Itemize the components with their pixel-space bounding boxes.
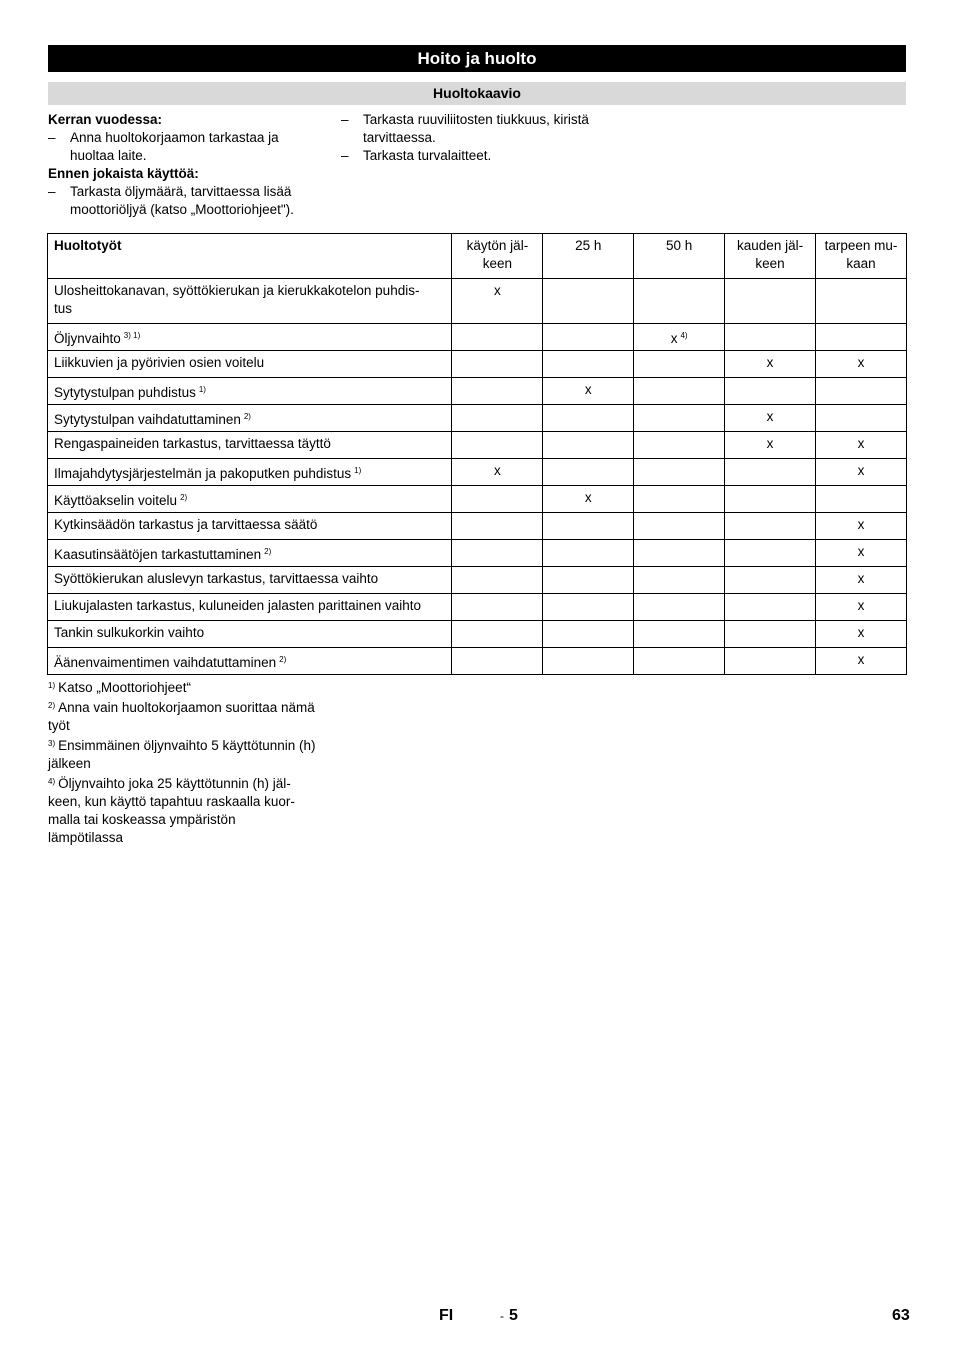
interval-cell (725, 324, 816, 351)
task-text: Liukujalasten tarkastus, kuluneiden jalasten parittainen vaihto (54, 598, 421, 613)
interval-cell (816, 648, 907, 675)
interval-cell (452, 324, 543, 351)
interval-cell (452, 486, 543, 513)
interval-cell (725, 621, 816, 648)
list-item (341, 111, 631, 147)
footnote (48, 677, 318, 697)
table-row (48, 324, 907, 351)
interval-cell (725, 594, 816, 621)
interval-cell (725, 486, 816, 513)
footnote-text: Anna vain huoltokorjaamon suorittaa nämä työt (48, 700, 315, 733)
task-text: Ulosheittokanavan, syöttökierukan ja kierukkakotelon puhdis- tus (54, 283, 420, 316)
task-cell (48, 351, 452, 378)
interval-cell (634, 279, 725, 324)
task-cell (48, 432, 452, 459)
task-cell (48, 513, 452, 540)
middle-column (341, 111, 631, 165)
interval-cell (816, 567, 907, 594)
footnote-mark: 3) (48, 739, 56, 748)
interval-cell (725, 513, 816, 540)
table-header-row (48, 234, 907, 279)
interval-cell (725, 405, 816, 432)
task-text: Käyttöakselin voitelu (54, 493, 178, 508)
interval-cell (452, 405, 543, 432)
interval-cell (452, 513, 543, 540)
interval-cell (452, 594, 543, 621)
dash-bullet: – (48, 130, 56, 145)
task-cell (48, 405, 452, 432)
task-cell (48, 648, 452, 675)
interval-cell (634, 324, 725, 351)
interval-cell (543, 567, 634, 594)
interval-cell (543, 279, 634, 324)
footnote-mark: 4) (48, 777, 56, 786)
section-heading-yearly: Kerran vuodessa: (48, 112, 163, 127)
table-row (48, 621, 907, 648)
interval-cell (725, 432, 816, 459)
table-row (48, 459, 907, 486)
interval-cell (543, 351, 634, 378)
column-header-interval: 25 h (543, 234, 634, 279)
interval-cell (543, 324, 634, 351)
interval-mark: x (766, 409, 774, 424)
interval-mark: x (584, 382, 592, 397)
task-text: Sytytystulpan puhdistus (54, 385, 196, 400)
table-row (48, 513, 907, 540)
interval-mark: x (857, 598, 865, 613)
dash-bullet: – (341, 148, 349, 163)
footnote-ref: 2) (279, 655, 287, 664)
interval-mark: x (857, 355, 865, 370)
task-text: Öljynvaihto (54, 331, 121, 346)
task-text: Äänenvaimentimen vaihdatuttaminen (54, 655, 277, 670)
table-row (48, 432, 907, 459)
task-text: Tankin sulkukorkin vaihto (54, 625, 205, 640)
interval-cell (634, 405, 725, 432)
column-header-interval: tarpeen mu- kaan (816, 234, 907, 279)
interval-mark: x (857, 571, 865, 586)
interval-cell (816, 405, 907, 432)
footnote-ref: 1) (198, 385, 206, 394)
interval-cell (452, 459, 543, 486)
footer-page-number: 63 (892, 1307, 910, 1324)
interval-cell (725, 459, 816, 486)
interval-mark: x (857, 463, 865, 478)
interval-cell (634, 648, 725, 675)
footnote-text: Öljynvaihto joka 25 käyttötunnin (h) jäl- keen, kun käyttö tapahtuu raskaalla kuor- malla tai koskeassa ympäristön lämpötilassa (48, 776, 295, 845)
section-subtitle: Huoltokaavio (48, 82, 906, 105)
interval-mark: x (584, 490, 592, 505)
footnote-text: Katso „Moottoriohjeet“ (58, 680, 191, 695)
interval-cell (816, 378, 907, 405)
list-item-text: Tarkasta ruuviliitosten tiukkuus, kiristä tarvittaessa. (363, 112, 589, 145)
task-text: Syöttökierukan aluslevyn tarkastus, tarvittaessa vaihto (54, 571, 379, 586)
interval-mark: x (857, 625, 865, 640)
task-text: Kaasutinsäätöjen tarkastuttaminen (54, 547, 262, 562)
footer-language: FI (439, 1307, 454, 1324)
interval-cell (816, 279, 907, 324)
column-header-interval: kauden jäl- keen (725, 234, 816, 279)
dash-bullet: – (341, 112, 349, 127)
interval-cell (452, 378, 543, 405)
interval-mark: x (766, 436, 774, 451)
interval-cell (543, 594, 634, 621)
interval-cell (725, 540, 816, 567)
interval-cell (543, 648, 634, 675)
interval-mark: x (857, 517, 865, 532)
interval-cell (816, 351, 907, 378)
list-item (341, 147, 631, 165)
interval-cell (543, 486, 634, 513)
footnote-ref: 2) (243, 412, 251, 421)
table-row (48, 540, 907, 567)
interval-cell (725, 378, 816, 405)
interval-cell (634, 351, 725, 378)
interval-mark: x (670, 331, 678, 346)
footnote-ref: 4) (680, 331, 688, 340)
footnote (48, 735, 318, 773)
task-cell (48, 324, 452, 351)
interval-cell (452, 621, 543, 648)
dash-bullet: – (48, 184, 56, 199)
interval-cell (816, 324, 907, 351)
interval-cell (543, 459, 634, 486)
footnote (48, 773, 318, 847)
table-row (48, 279, 907, 324)
interval-cell (816, 594, 907, 621)
interval-cell (634, 540, 725, 567)
interval-mark: x (766, 355, 774, 370)
column-header-task: Huoltotyöt (48, 234, 452, 279)
interval-cell (452, 567, 543, 594)
interval-cell (452, 279, 543, 324)
footer-section-page: 5 (509, 1307, 518, 1324)
interval-cell (634, 459, 725, 486)
interval-cell (634, 486, 725, 513)
footnote (48, 697, 318, 735)
interval-cell (816, 540, 907, 567)
table-row (48, 648, 907, 675)
task-text: Kytkinsäädön tarkastus ja tarvittaessa säätö (54, 517, 318, 532)
interval-mark: x (857, 652, 865, 667)
footnote-ref: 3) 1) (123, 331, 141, 340)
footnotes (48, 677, 318, 847)
interval-cell (725, 648, 816, 675)
task-cell (48, 279, 452, 324)
footer-dash: - (500, 1309, 504, 1323)
interval-cell (543, 432, 634, 459)
interval-cell (816, 486, 907, 513)
list-item-text: Tarkasta turvalaitteet. (363, 148, 492, 163)
task-text: Rengaspaineiden tarkastus, tarvittaessa täyttö (54, 436, 331, 451)
interval-cell (725, 279, 816, 324)
interval-cell (816, 513, 907, 540)
maintenance-schedule-table (47, 233, 907, 675)
list-item-text: Tarkasta öljymäärä, tarvittaessa lisää moottoriöljyä (katso „Moottoriohjeet"). (70, 184, 294, 217)
table-row (48, 486, 907, 513)
task-cell (48, 486, 452, 513)
task-cell (48, 378, 452, 405)
interval-mark: x (494, 283, 501, 298)
interval-cell (452, 432, 543, 459)
list-item (48, 129, 323, 165)
task-text: Sytytystulpan vaihdatuttaminen (54, 412, 241, 427)
table-row (48, 351, 907, 378)
task-text: Liikkuvien ja pyörivien osien voitelu (54, 355, 265, 370)
interval-cell (634, 513, 725, 540)
page-title: Hoito ja huolto (48, 45, 906, 72)
interval-cell (816, 459, 907, 486)
table-row (48, 567, 907, 594)
task-cell (48, 621, 452, 648)
column-header-interval: käytön jäl- keen (452, 234, 543, 279)
interval-cell (543, 621, 634, 648)
interval-cell (543, 405, 634, 432)
section-heading-before-use: Ennen jokaista käyttöä: (48, 166, 199, 181)
table-row (48, 405, 907, 432)
interval-mark: x (857, 544, 865, 559)
task-cell (48, 594, 452, 621)
list-item-text: Anna huoltokorjaamon tarkastaa ja huoltaa laite. (70, 130, 279, 163)
interval-cell (725, 351, 816, 378)
footnote-mark: 2) (48, 701, 56, 710)
interval-cell (543, 513, 634, 540)
table-row (48, 378, 907, 405)
interval-cell (634, 567, 725, 594)
interval-cell (725, 567, 816, 594)
task-cell (48, 540, 452, 567)
interval-cell (634, 432, 725, 459)
footnote-mark: 1) (48, 681, 56, 690)
interval-cell (543, 378, 634, 405)
interval-cell (816, 432, 907, 459)
table-row (48, 594, 907, 621)
footnote-ref: 2) (264, 547, 272, 556)
interval-cell (634, 621, 725, 648)
interval-cell (634, 594, 725, 621)
interval-cell (452, 540, 543, 567)
left-column (48, 111, 323, 219)
task-cell (48, 567, 452, 594)
interval-mark: x (494, 463, 501, 478)
column-header-interval: 50 h (634, 234, 725, 279)
interval-cell (634, 378, 725, 405)
list-item (48, 183, 323, 219)
interval-cell (452, 351, 543, 378)
interval-cell (543, 540, 634, 567)
interval-mark: x (857, 436, 865, 451)
task-cell (48, 459, 452, 486)
task-text: Ilmajahdytysjärjestelmän ja pakoputken puhdistus (54, 466, 352, 481)
footnote-ref: 1) (354, 466, 362, 475)
interval-cell (816, 621, 907, 648)
footnote-text: Ensimmäinen öljynvaihto 5 käyttötunnin (h) jälkeen (48, 738, 316, 771)
footnote-ref: 2) (180, 493, 188, 502)
interval-cell (452, 648, 543, 675)
